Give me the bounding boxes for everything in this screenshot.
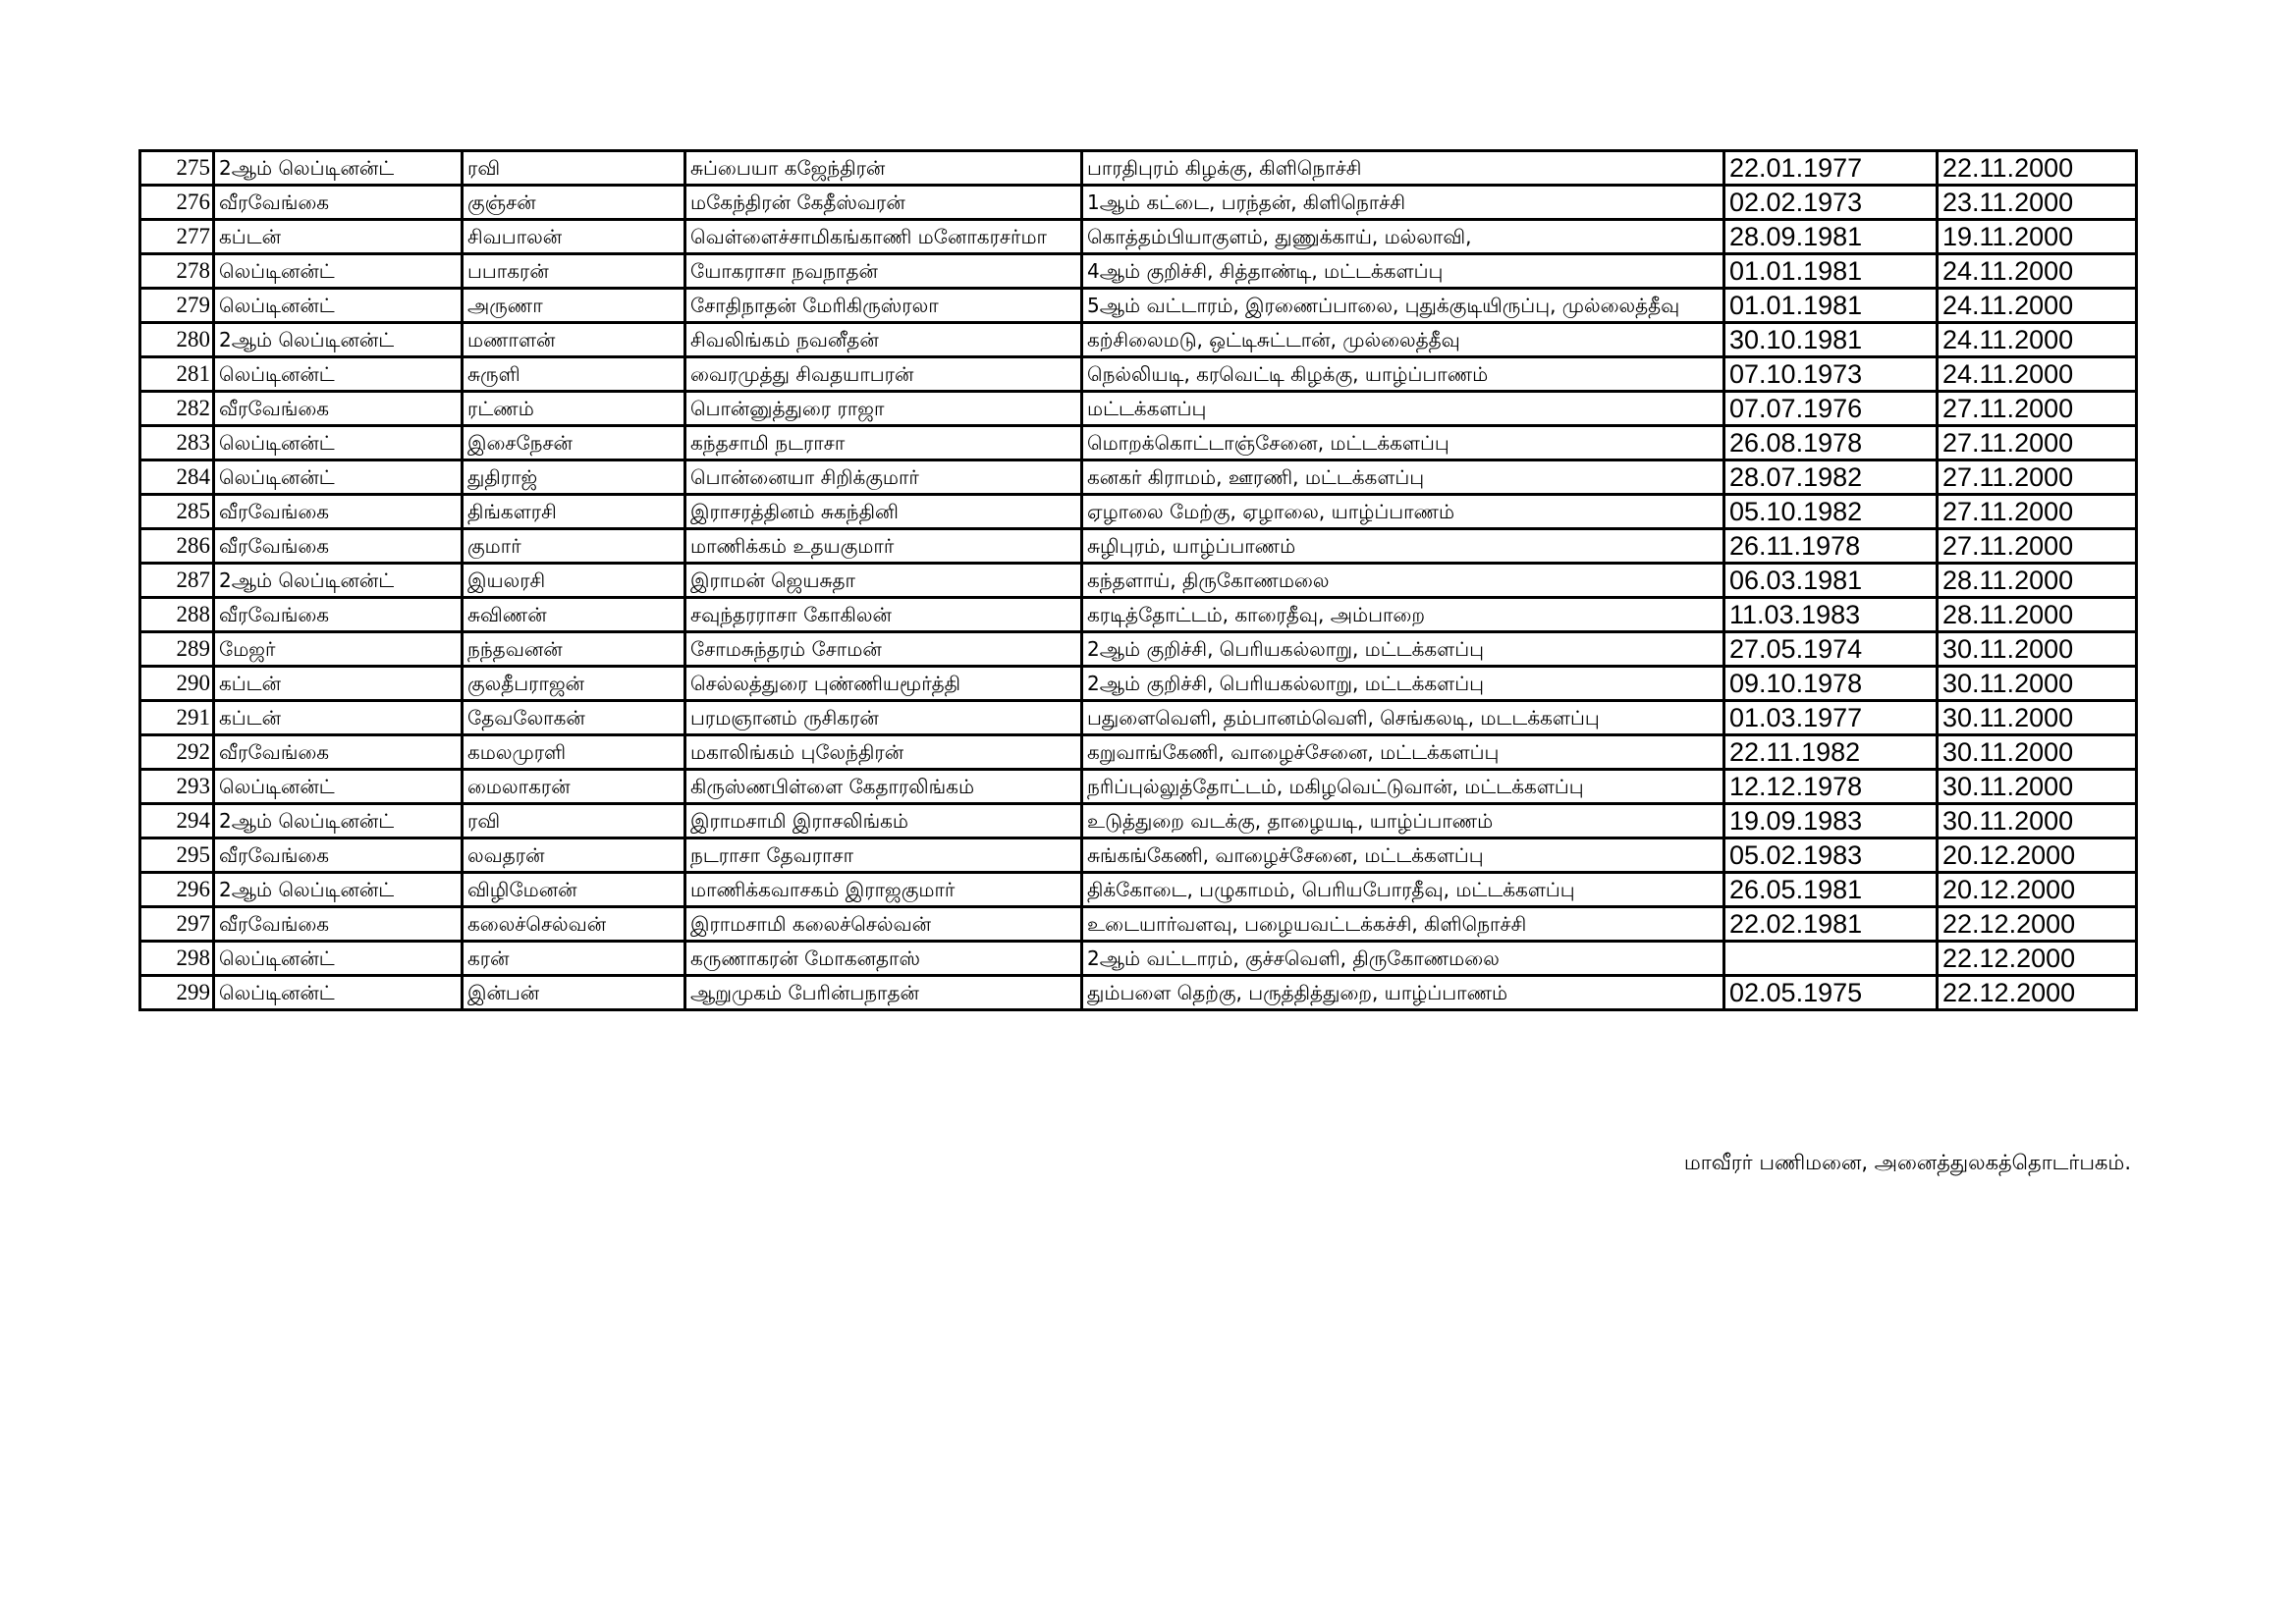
record-number: 299 (140, 976, 214, 1010)
record-birth-date: 26.08.1978 (1724, 426, 1938, 460)
record-address: பதுளைவெளி, தம்பானம்வெளி, செங்கலடி, மடடக்களப்பு (1082, 701, 1724, 735)
record-full-name: நடராசா தேவராசா (685, 838, 1082, 873)
record-full-name: மகாலிங்கம் புலேந்திரன் (685, 735, 1082, 770)
record-death-date: 22.11.2000 (1938, 151, 2137, 186)
record-full-name: செல்லத்துரை புண்ணியமூர்த்தி (685, 667, 1082, 701)
record-birth-date: 05.10.1982 (1724, 495, 1938, 529)
record-alias: கமலமுரளி (463, 735, 685, 770)
record-alias: குஞ்சன் (463, 186, 685, 220)
record-address: கற்சிலைமடு, ஒட்டிசுட்டான், முல்லைத்தீவு (1082, 323, 1724, 357)
record-full-name: யோகராசா நவநாதன் (685, 254, 1082, 289)
record-rank: லெப்டினன்ட் (214, 976, 463, 1010)
table-row (140, 220, 2137, 254)
record-number: 283 (140, 426, 214, 460)
record-number: 277 (140, 220, 214, 254)
record-birth-date: 26.11.1978 (1724, 529, 1938, 564)
record-death-date: 23.11.2000 (1938, 186, 2137, 220)
record-birth-date: 01.01.1981 (1724, 254, 1938, 289)
record-birth-date: 09.10.1978 (1724, 667, 1938, 701)
record-address: தும்பளை தெற்கு, பருத்தித்துறை, யாழ்ப்பாணம் (1082, 976, 1724, 1010)
record-alias: ரவி (463, 151, 685, 186)
record-death-date: 30.11.2000 (1938, 804, 2137, 838)
record-number: 281 (140, 357, 214, 392)
table-row (140, 289, 2137, 323)
record-number: 284 (140, 460, 214, 495)
record-full-name: சோதிநாதன் மேரிகிருஸ்ரலா (685, 289, 1082, 323)
record-alias: திங்களரசி (463, 495, 685, 529)
record-death-date: 24.11.2000 (1938, 254, 2137, 289)
record-alias: தேவலோகன் (463, 701, 685, 735)
record-full-name: பரமஞானம் ருசிகரன் (685, 701, 1082, 735)
record-alias: அருணா (463, 289, 685, 323)
record-full-name: சவுந்தரராசா கோகிலன் (685, 598, 1082, 632)
record-full-name: சோமசுந்தரம் சோமன் (685, 632, 1082, 667)
record-rank: 2ஆம் லெப்டினன்ட் (214, 804, 463, 838)
record-rank: வீரவேங்கை (214, 735, 463, 770)
record-full-name: கருணாகரன் மோகனதாஸ் (685, 942, 1082, 976)
record-rank: வீரவேங்கை (214, 186, 463, 220)
record-birth-date: 02.05.1975 (1724, 976, 1938, 1010)
record-full-name: ஆறுமுகம் பேரின்பநாதன் (685, 976, 1082, 1010)
record-number: 294 (140, 804, 214, 838)
record-address: கொத்தம்பியாகுளம், துணுக்காய், மல்லாவி, (1082, 220, 1724, 254)
record-birth-date: 07.07.1976 (1724, 392, 1938, 426)
record-death-date: 24.11.2000 (1938, 323, 2137, 357)
record-number: 296 (140, 873, 214, 907)
table-row (140, 770, 2137, 804)
record-rank: வீரவேங்கை (214, 392, 463, 426)
record-full-name: மகேந்திரன் கேதீஸ்வரன் (685, 186, 1082, 220)
record-alias: பபாகரன் (463, 254, 685, 289)
record-alias: நந்தவனன் (463, 632, 685, 667)
record-birth-date: 01.01.1981 (1724, 289, 1938, 323)
record-birth-date: 26.05.1981 (1724, 873, 1938, 907)
table-row (140, 632, 2137, 667)
record-alias: சுவிணன் (463, 598, 685, 632)
record-address: சுழிபுரம், யாழ்ப்பாணம் (1082, 529, 1724, 564)
table-row (140, 598, 2137, 632)
record-full-name: இராமசாமி இராசலிங்கம் (685, 804, 1082, 838)
record-alias: சிவபாலன் (463, 220, 685, 254)
record-alias: ரட்ணம் (463, 392, 685, 426)
record-address: கனகர் கிராமம், ஊரணி, மட்டக்களப்பு (1082, 460, 1724, 495)
record-address: திக்கோடை, பழுகாமம், பெரியபோரதீவு, மட்டக்களப்பு (1082, 873, 1724, 907)
record-rank: வீரவேங்கை (214, 907, 463, 942)
record-address: ஏழாலை மேற்கு, ஏழாலை, யாழ்ப்பாணம் (1082, 495, 1724, 529)
record-alias: மணாளன் (463, 323, 685, 357)
record-alias: மைலாகரன் (463, 770, 685, 804)
record-rank: கப்டன் (214, 701, 463, 735)
record-birth-date: 19.09.1983 (1724, 804, 1938, 838)
table-row (140, 460, 2137, 495)
record-death-date: 24.11.2000 (1938, 289, 2137, 323)
table-row (140, 495, 2137, 529)
table-row (140, 151, 2137, 186)
record-alias: இயலரசி (463, 564, 685, 598)
record-number: 279 (140, 289, 214, 323)
record-birth-date: 22.01.1977 (1724, 151, 1938, 186)
record-rank: லெப்டினன்ட் (214, 426, 463, 460)
record-number: 298 (140, 942, 214, 976)
record-rank: லெப்டினன்ட் (214, 289, 463, 323)
record-death-date: 27.11.2000 (1938, 460, 2137, 495)
record-number: 292 (140, 735, 214, 770)
record-death-date: 22.12.2000 (1938, 976, 2137, 1010)
table-row (140, 701, 2137, 735)
record-death-date: 27.11.2000 (1938, 495, 2137, 529)
table-row (140, 942, 2137, 976)
record-alias: சுருளி (463, 357, 685, 392)
record-number: 275 (140, 151, 214, 186)
record-full-name: மாணிக்கவாசகம் இராஜகுமார் (685, 873, 1082, 907)
record-number: 297 (140, 907, 214, 942)
record-number: 289 (140, 632, 214, 667)
record-birth-date: 27.05.1974 (1724, 632, 1938, 667)
record-death-date: 24.11.2000 (1938, 357, 2137, 392)
record-birth-date: 12.12.1978 (1724, 770, 1938, 804)
record-death-date: 22.12.2000 (1938, 942, 2137, 976)
record-number: 285 (140, 495, 214, 529)
records-table (138, 149, 2138, 1011)
record-death-date: 20.12.2000 (1938, 838, 2137, 873)
record-number: 291 (140, 701, 214, 735)
record-death-date: 30.11.2000 (1938, 701, 2137, 735)
record-birth-date: 02.02.1973 (1724, 186, 1938, 220)
record-rank: லெப்டினன்ட் (214, 254, 463, 289)
record-rank: லெப்டினன்ட் (214, 770, 463, 804)
record-full-name: சிவலிங்கம் நவனீதன் (685, 323, 1082, 357)
table-row (140, 667, 2137, 701)
record-number: 288 (140, 598, 214, 632)
record-address: பாரதிபுரம் கிழக்கு, கிளிநொச்சி (1082, 151, 1724, 186)
record-address: 5ஆம் வட்டாரம், இரணைப்பாலை, புதுக்குடியிருப்பு, முல்லைத்தீவு (1082, 289, 1724, 323)
record-alias: லவதரன் (463, 838, 685, 873)
record-number: 293 (140, 770, 214, 804)
table-row (140, 357, 2137, 392)
record-birth-date: 22.02.1981 (1724, 907, 1938, 942)
record-birth-date: 28.07.1982 (1724, 460, 1938, 495)
record-rank: வீரவேங்கை (214, 495, 463, 529)
record-birth-date: 01.03.1977 (1724, 701, 1938, 735)
record-death-date: 20.12.2000 (1938, 873, 2137, 907)
record-address: கரடித்தோட்டம், காரைதீவு, அம்பாறை (1082, 598, 1724, 632)
record-birth-date: 06.03.1981 (1724, 564, 1938, 598)
record-number: 278 (140, 254, 214, 289)
record-full-name: இராமன் ஜெயசுதா (685, 564, 1082, 598)
record-address: மட்டக்களப்பு (1082, 392, 1724, 426)
record-number: 290 (140, 667, 214, 701)
table-row (140, 529, 2137, 564)
record-address: நரிப்புல்லுத்தோட்டம், மகிழவெட்டுவான், மட்டக்களப்பு (1082, 770, 1724, 804)
record-address: மொறக்கொட்டாஞ்சேனை, மட்டக்களப்பு (1082, 426, 1724, 460)
record-death-date: 28.11.2000 (1938, 598, 2137, 632)
record-full-name: சுப்பையா கஜேந்திரன் (685, 151, 1082, 186)
record-alias: இன்பன் (463, 976, 685, 1010)
record-number: 295 (140, 838, 214, 873)
record-death-date: 30.11.2000 (1938, 632, 2137, 667)
record-address: 1ஆம் கட்டை, பரந்தன், கிளிநொச்சி (1082, 186, 1724, 220)
record-rank: 2ஆம் லெப்டினன்ட் (214, 151, 463, 186)
record-address: 2ஆம் குறிச்சி, பெரியகல்லாறு, மட்டக்களப்பு (1082, 667, 1724, 701)
record-number: 282 (140, 392, 214, 426)
record-death-date: 30.11.2000 (1938, 770, 2137, 804)
record-alias: கரன் (463, 942, 685, 976)
record-alias: ரவி (463, 804, 685, 838)
record-rank: 2ஆம் லெப்டினன்ட் (214, 564, 463, 598)
record-death-date: 28.11.2000 (1938, 564, 2137, 598)
record-birth-date (1724, 942, 1938, 976)
record-birth-date: 05.02.1983 (1724, 838, 1938, 873)
record-address: உடுத்துறை வடக்கு, தாழையடி, யாழ்ப்பாணம் (1082, 804, 1724, 838)
record-number: 280 (140, 323, 214, 357)
record-full-name: வெள்ளைச்சாமிகங்காணி மனோகரசர்மா (685, 220, 1082, 254)
record-full-name: கிருஸ்ணபிள்ளை கேதாரலிங்கம் (685, 770, 1082, 804)
record-rank: கப்டன் (214, 667, 463, 701)
record-rank: லெப்டினன்ட் (214, 460, 463, 495)
footer-note: மாவீரர் பணிமனை, அனைத்துலகத்தொடர்பகம். (1683, 1151, 2131, 1174)
table-row (140, 186, 2137, 220)
record-rank: 2ஆம் லெப்டினன்ட் (214, 873, 463, 907)
record-alias: விழிமேனன் (463, 873, 685, 907)
table-row (140, 873, 2137, 907)
record-alias: இசைநேசன் (463, 426, 685, 460)
record-death-date: 30.11.2000 (1938, 735, 2137, 770)
record-rank: லெப்டினன்ட் (214, 357, 463, 392)
record-address: 2ஆம் வட்டாரம், குச்சவெளி, திருகோணமலை (1082, 942, 1724, 976)
table-row (140, 564, 2137, 598)
record-birth-date: 30.10.1981 (1724, 323, 1938, 357)
record-address: கந்தளாய், திருகோணமலை (1082, 564, 1724, 598)
table-row (140, 426, 2137, 460)
record-alias: கலைச்செல்வன் (463, 907, 685, 942)
record-birth-date: 22.11.1982 (1724, 735, 1938, 770)
record-full-name: இராமசாமி கலைச்செல்வன் (685, 907, 1082, 942)
record-death-date: 27.11.2000 (1938, 529, 2137, 564)
table-row (140, 392, 2137, 426)
record-full-name: பொன்னுத்துரை ராஜா (685, 392, 1082, 426)
record-alias: குலதீபராஜன் (463, 667, 685, 701)
table-row (140, 976, 2137, 1010)
record-alias: துதிராஜ் (463, 460, 685, 495)
record-alias: குமார் (463, 529, 685, 564)
table-row (140, 804, 2137, 838)
record-address: நெல்லியடி, கரவெட்டி கிழக்கு, யாழ்ப்பாணம் (1082, 357, 1724, 392)
record-death-date: 27.11.2000 (1938, 426, 2137, 460)
record-number: 286 (140, 529, 214, 564)
record-birth-date: 28.09.1981 (1724, 220, 1938, 254)
record-full-name: வைரமுத்து சிவதயாபரன் (685, 357, 1082, 392)
record-address: உடையார்வளவு, பழையவட்டக்கச்சி, கிளிநொச்சி (1082, 907, 1724, 942)
record-death-date: 30.11.2000 (1938, 667, 2137, 701)
record-number: 287 (140, 564, 214, 598)
record-death-date: 22.12.2000 (1938, 907, 2137, 942)
table-row (140, 907, 2137, 942)
table-row (140, 735, 2137, 770)
table-row (140, 323, 2137, 357)
record-rank: 2ஆம் லெப்டினன்ட் (214, 323, 463, 357)
record-full-name: மாணிக்கம் உதயகுமார் (685, 529, 1082, 564)
table-row (140, 838, 2137, 873)
record-number: 276 (140, 186, 214, 220)
record-full-name: பொன்னையா சிறிக்குமார் (685, 460, 1082, 495)
record-birth-date: 11.03.1983 (1724, 598, 1938, 632)
record-rank: கப்டன் (214, 220, 463, 254)
record-birth-date: 07.10.1973 (1724, 357, 1938, 392)
record-rank: வீரவேங்கை (214, 598, 463, 632)
record-rank: மேஜர் (214, 632, 463, 667)
record-rank: வீரவேங்கை (214, 838, 463, 873)
table-row (140, 254, 2137, 289)
record-address: 4ஆம் குறிச்சி, சித்தாண்டி, மட்டக்களப்பு (1082, 254, 1724, 289)
record-death-date: 27.11.2000 (1938, 392, 2137, 426)
records-body (140, 151, 2137, 1010)
record-rank: வீரவேங்கை (214, 529, 463, 564)
record-rank: லெப்டினன்ட் (214, 942, 463, 976)
record-address: சுங்கங்கேணி, வாழைச்சேனை, மட்டக்களப்பு (1082, 838, 1724, 873)
record-full-name: இராசரத்தினம் சுகந்தினி (685, 495, 1082, 529)
record-address: கறுவாங்கேணி, வாழைச்சேனை, மட்டக்களப்பு (1082, 735, 1724, 770)
record-address: 2ஆம் குறிச்சி, பெரியகல்லாறு, மட்டக்களப்பு (1082, 632, 1724, 667)
record-full-name: கந்தசாமி நடராசா (685, 426, 1082, 460)
record-death-date: 19.11.2000 (1938, 220, 2137, 254)
